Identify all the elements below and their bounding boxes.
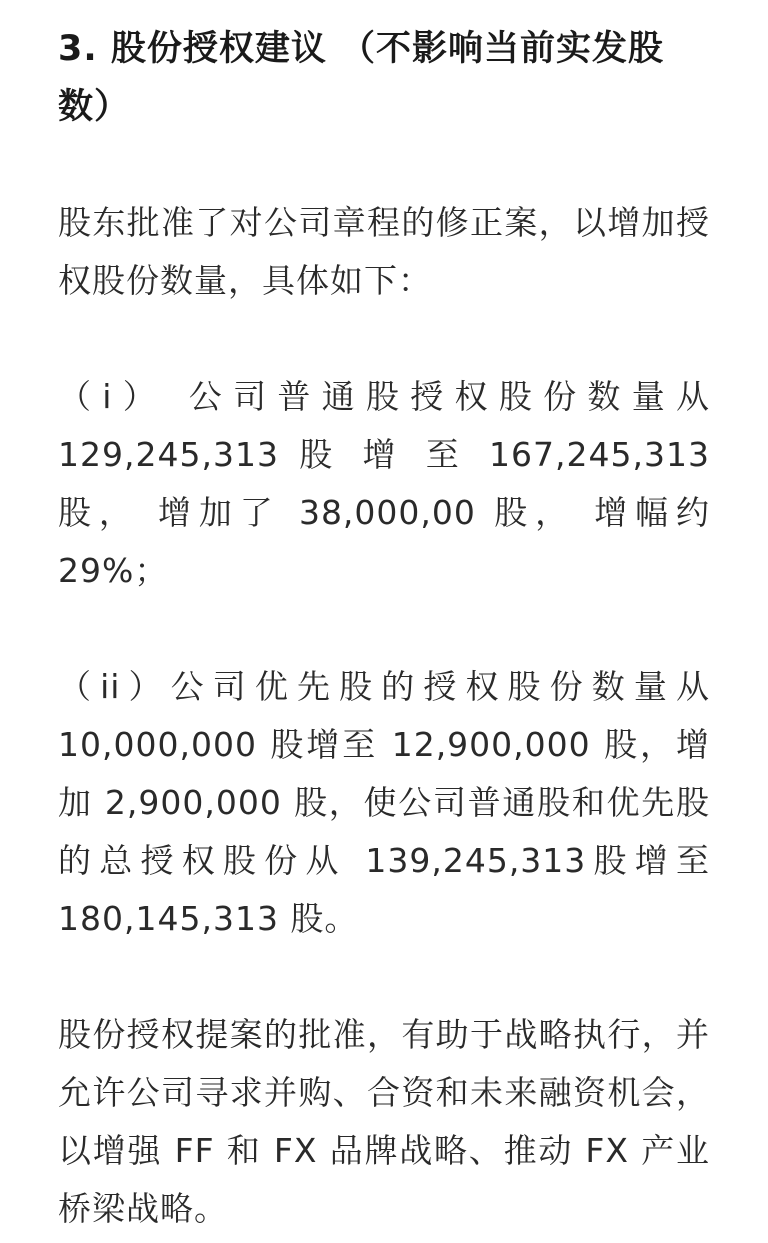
- paragraph-strategy: 股份授权提案的批准，有助于战略执行，并允许公司寻求并购、合资和未来融资机会，以增强 FF 和 FX 品牌战略、推动 FX 产业桥梁战略。: [58, 1015, 710, 1228]
- paragraph-intro: 股东批准了对公司章程的修正案，以增加授权股份数量，具体如下：: [58, 203, 710, 300]
- paragraph-preferred-stock: （ii）公司优先股的授权股份数量从10,000,000 股增至 12,900,000 股，增加 2,900,000 股，使公司普通股和优先股的总授权股份从 139,245,313股增至 180,145,313 股。: [58, 667, 710, 938]
- paragraph-common-stock: （i） 公司普通股授权股份数量从129,245,313 股 增 至 167,245,313股， 增加了 38,000,00 股， 增幅约29%；: [58, 377, 710, 590]
- section-heading: 3. 股份授权建议 （不影响当前实发股数）: [58, 29, 665, 127]
